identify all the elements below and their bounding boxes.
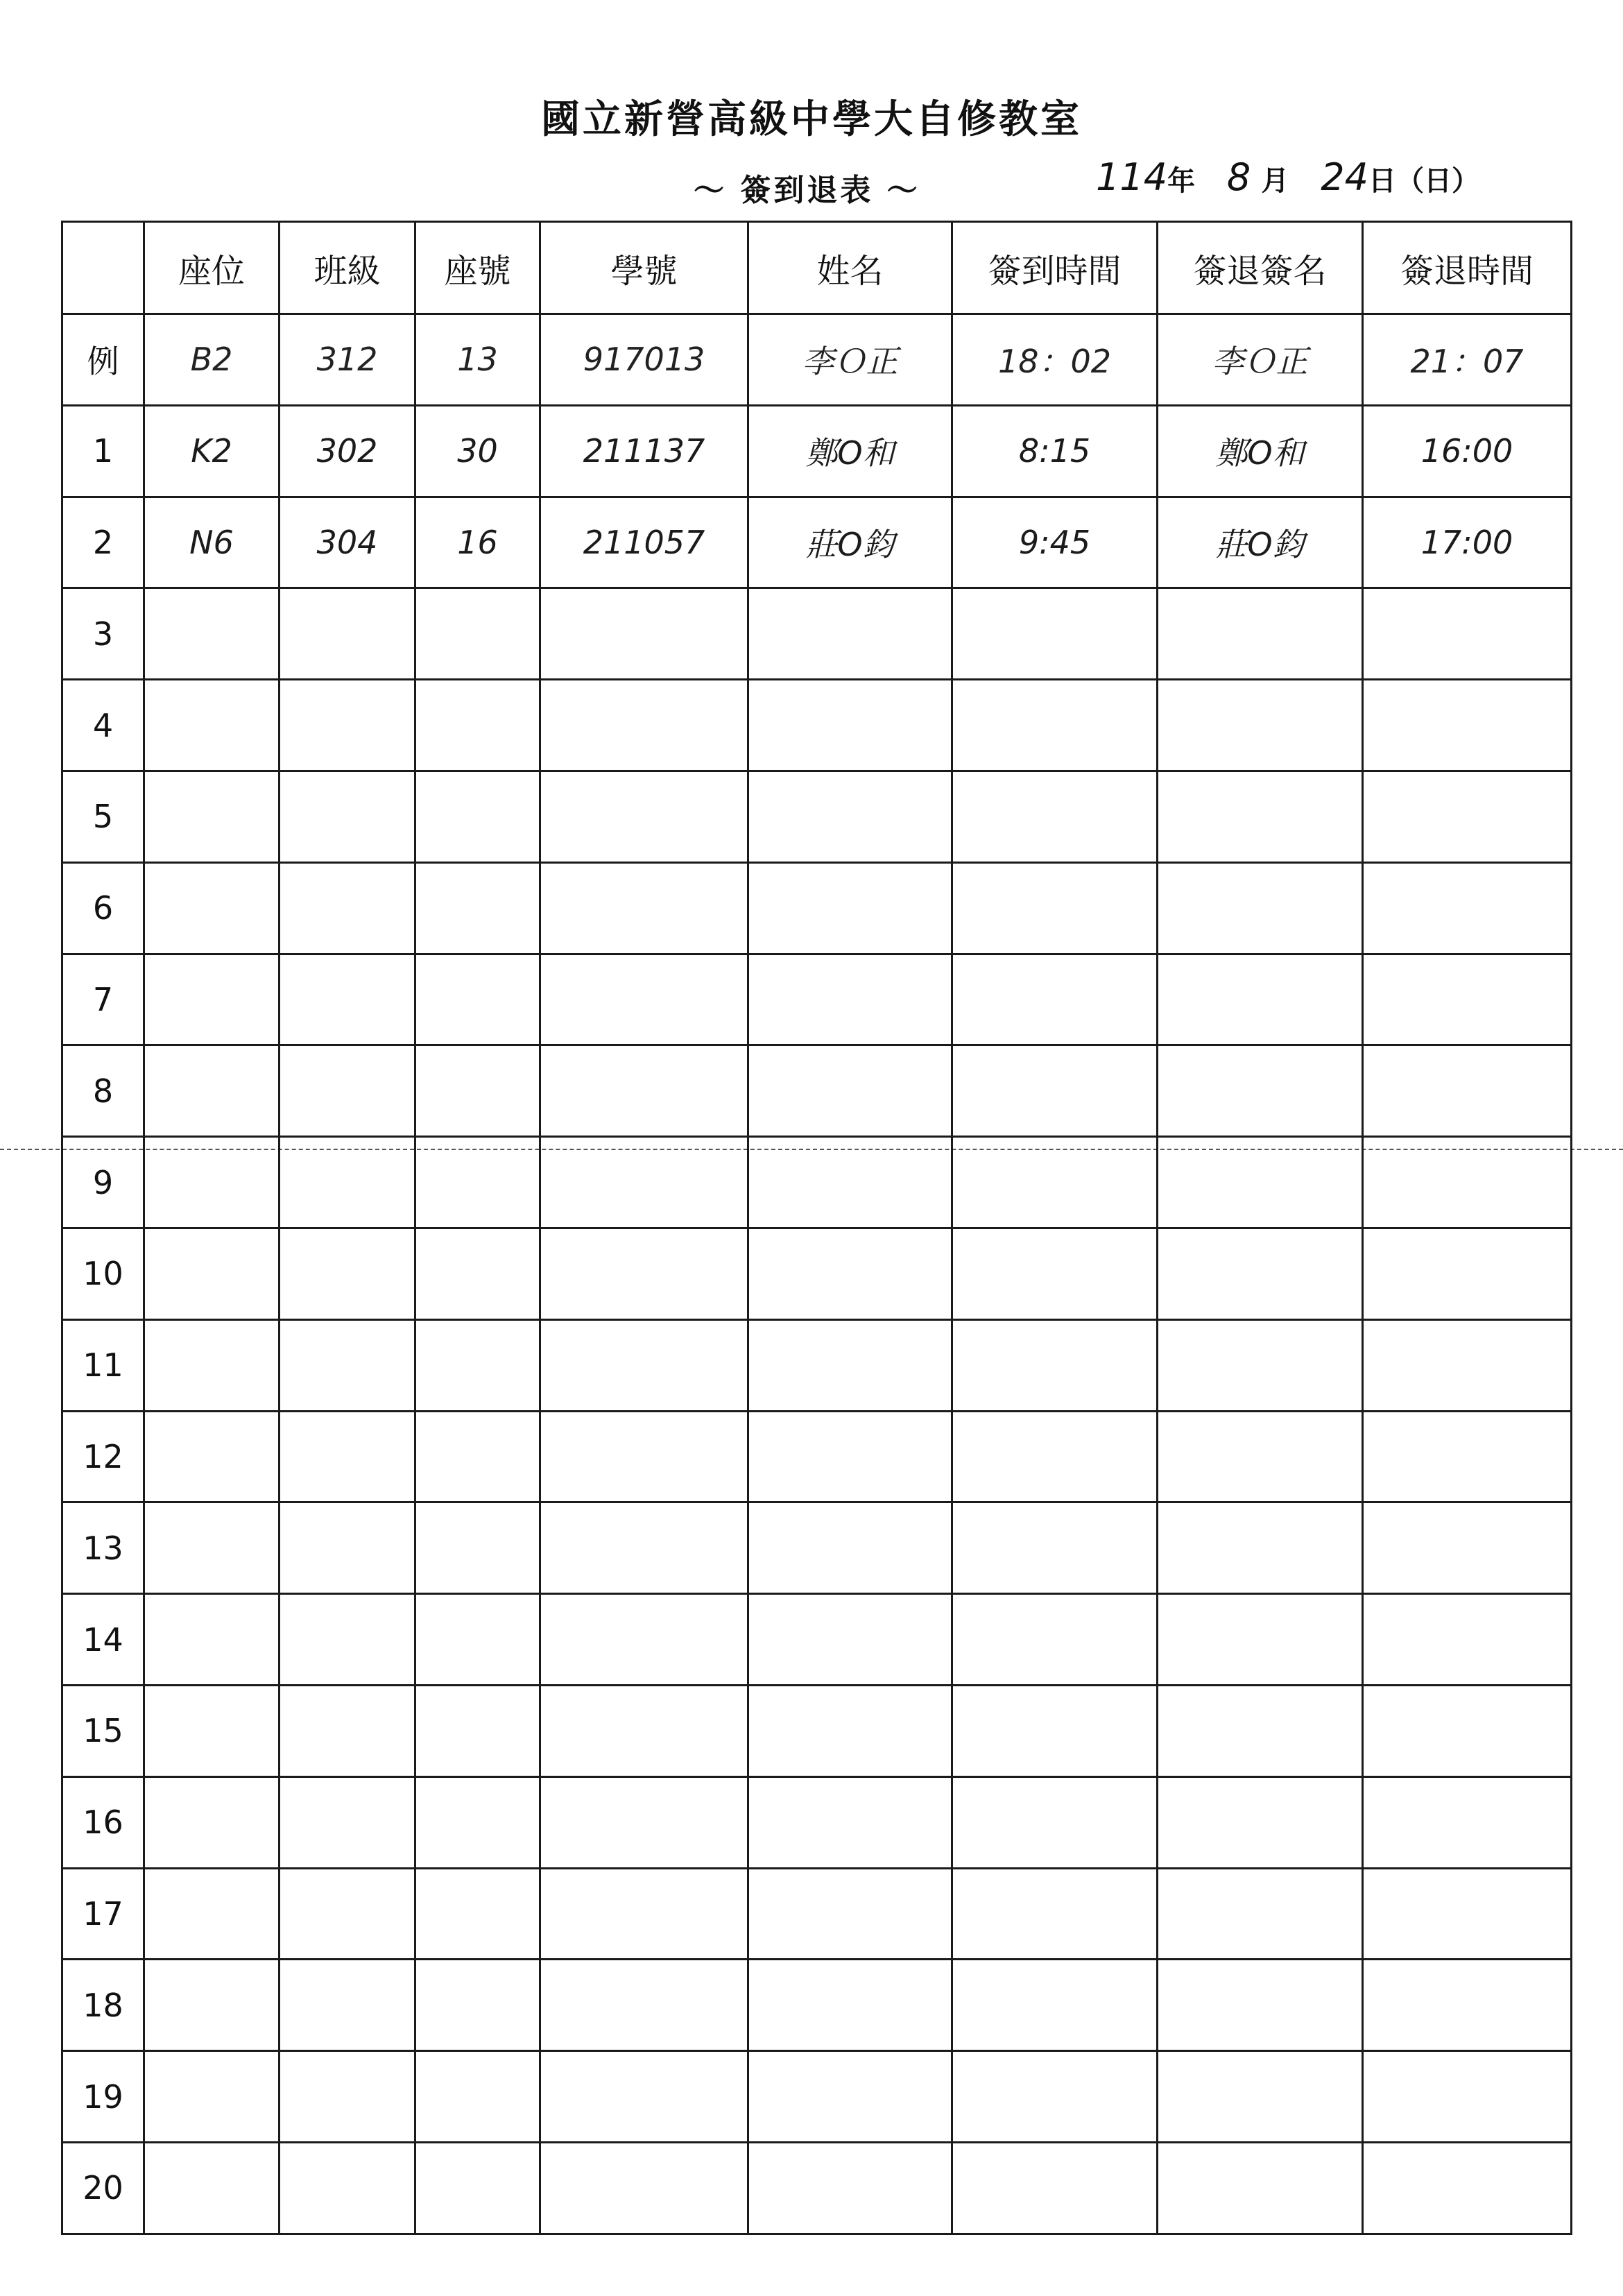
cell-seat-number[interactable]: 30	[415, 405, 540, 497]
cell-student-id[interactable]: 211057	[540, 497, 748, 588]
cell-check-out-time[interactable]	[1363, 1776, 1572, 1868]
cell-name[interactable]	[748, 1960, 952, 2051]
cell-check-out-time[interactable]	[1363, 1228, 1572, 1319]
cell-check-in-time[interactable]	[952, 954, 1158, 1045]
date-month: 8	[1226, 155, 1251, 199]
cell-class[interactable]	[280, 1685, 415, 1776]
table-row	[62, 680, 1572, 771]
date-year: 114	[1096, 155, 1168, 199]
cell-check-in-time[interactable]: 8:15	[952, 405, 1158, 497]
example-row	[62, 314, 1572, 406]
cell-check-in-time[interactable]	[952, 1228, 1158, 1319]
row-number: 9	[62, 1137, 144, 1228]
cell-name[interactable]	[748, 771, 952, 862]
cell-seat-number[interactable]	[415, 1685, 540, 1776]
cell-name[interactable]	[748, 1868, 952, 1960]
cell-class[interactable]	[280, 2051, 415, 2143]
date-day: 24	[1321, 155, 1368, 199]
table-row	[62, 1228, 1572, 1319]
column-header-student-id: 學號	[540, 222, 748, 314]
row-number: 3	[62, 588, 144, 680]
column-header-class: 班級	[280, 222, 415, 314]
cell-check-out-time[interactable]	[1363, 1685, 1572, 1776]
cell-check-out-time[interactable]: 21：07	[1363, 314, 1572, 406]
cell-seat[interactable]	[144, 1960, 280, 2051]
cell-class[interactable]: 304	[280, 497, 415, 588]
cell-checkout-signature[interactable]	[1158, 1685, 1363, 1776]
cell-name[interactable]	[748, 588, 952, 680]
cell-checkout-signature[interactable]	[1158, 1960, 1363, 2051]
table-row	[62, 1868, 1572, 1960]
cell-seat[interactable]	[144, 1776, 280, 1868]
cell-checkout-signature[interactable]	[1158, 2142, 1363, 2234]
cell-class[interactable]	[280, 1045, 415, 1137]
row-number: 4	[62, 680, 144, 771]
cell-seat-number[interactable]	[415, 1960, 540, 2051]
row-number: 6	[62, 862, 144, 954]
date-month-unit: 月	[1261, 164, 1289, 197]
cell-check-in-time[interactable]	[952, 1045, 1158, 1137]
cell-checkout-signature[interactable]	[1158, 1228, 1363, 1319]
table-row	[62, 497, 1572, 588]
cell-check-in-time[interactable]	[952, 771, 1158, 862]
cell-seat-number[interactable]	[415, 954, 540, 1045]
table-row	[62, 405, 1572, 497]
cell-seat-number[interactable]	[415, 1868, 540, 1960]
table-row	[62, 2142, 1572, 2234]
table-row	[62, 1685, 1572, 1776]
cell-class[interactable]	[280, 680, 415, 771]
cell-seat-number[interactable]	[415, 2142, 540, 2234]
cell-student-id[interactable]	[540, 1502, 748, 1594]
cell-checkout-signature[interactable]	[1158, 1594, 1363, 1686]
cell-checkout-signature[interactable]	[1158, 680, 1363, 771]
cell-class[interactable]	[280, 2142, 415, 2234]
cell-student-id[interactable]	[540, 771, 748, 862]
table-row	[62, 1045, 1572, 1137]
date-year-unit: 年	[1167, 164, 1196, 197]
cell-seat[interactable]	[144, 1868, 280, 1960]
cell-checkout-signature[interactable]	[1158, 862, 1363, 954]
cell-name[interactable]: 莊O鈞	[748, 497, 952, 588]
cell-checkout-signature[interactable]: 莊O鈞	[1158, 497, 1363, 588]
cell-class[interactable]: 302	[280, 405, 415, 497]
cell-checkout-signature[interactable]	[1158, 1137, 1363, 1228]
sign-in-table	[61, 221, 1572, 2235]
cell-check-out-time[interactable]	[1363, 1594, 1572, 1686]
cell-class[interactable]	[280, 1776, 415, 1868]
cell-student-id[interactable]	[540, 680, 748, 771]
form-subtitle: ～ 簽到退表 ～	[694, 173, 920, 208]
cell-seat[interactable]	[144, 1045, 280, 1137]
cell-name[interactable]	[748, 2142, 952, 2234]
cell-class[interactable]	[280, 1868, 415, 1960]
cell-check-in-time[interactable]	[952, 588, 1158, 680]
cell-check-out-time[interactable]: 16:00	[1363, 405, 1572, 497]
row-number: 12	[62, 1411, 144, 1502]
cell-check-out-time[interactable]	[1363, 2142, 1572, 2234]
cell-seat-number[interactable]	[415, 680, 540, 771]
cell-seat[interactable]	[144, 771, 280, 862]
cell-student-id[interactable]	[540, 2051, 748, 2143]
cell-check-out-time[interactable]	[1363, 1045, 1572, 1137]
cell-name[interactable]	[748, 1594, 952, 1686]
cell-check-in-time[interactable]	[952, 680, 1158, 771]
cell-checkout-signature[interactable]	[1158, 1045, 1363, 1137]
cell-name[interactable]	[748, 1776, 952, 1868]
form-title: 國立新營高級中學大自修教室	[541, 96, 1082, 142]
row-number: 15	[62, 1685, 144, 1776]
cell-check-in-time[interactable]: 9:45	[952, 497, 1158, 588]
cell-seat[interactable]	[144, 1594, 280, 1686]
table-row	[62, 1594, 1572, 1686]
cell-seat-number[interactable]	[415, 1776, 540, 1868]
cell-class[interactable]	[280, 1960, 415, 2051]
row-number: 1	[62, 405, 144, 497]
cell-seat[interactable]	[144, 862, 280, 954]
cell-checkout-signature[interactable]	[1158, 588, 1363, 680]
cell-name[interactable]: 鄭O和	[748, 405, 952, 497]
column-header-name: 姓名	[748, 222, 952, 314]
cell-class[interactable]	[280, 862, 415, 954]
cell-name[interactable]: 李Ｏ正	[748, 314, 952, 406]
cell-check-out-time[interactable]	[1363, 1960, 1572, 2051]
cell-check-out-time[interactable]	[1363, 680, 1572, 771]
table-row	[62, 862, 1572, 954]
cell-checkout-signature[interactable]	[1158, 1319, 1363, 1411]
cell-class[interactable]	[280, 588, 415, 680]
cell-seat[interactable]	[144, 2142, 280, 2234]
cell-check-out-time[interactable]	[1363, 1502, 1572, 1594]
cell-class[interactable]	[280, 1502, 415, 1594]
cell-name[interactable]	[748, 680, 952, 771]
cell-student-id[interactable]	[540, 1685, 748, 1776]
table-row	[62, 588, 1572, 680]
cell-student-id[interactable]: 917013	[540, 314, 748, 406]
column-header-seat-number: 座號	[415, 222, 540, 314]
cell-name[interactable]	[748, 1228, 952, 1319]
cell-check-in-time[interactable]	[952, 1868, 1158, 1960]
column-header-check-out-time: 簽退時間	[1363, 222, 1572, 314]
cell-check-out-time[interactable]	[1363, 1137, 1572, 1228]
cell-class[interactable]	[280, 1594, 415, 1686]
cell-checkout-signature[interactable]	[1158, 771, 1363, 862]
cell-check-in-time[interactable]	[952, 1685, 1158, 1776]
cell-check-in-time[interactable]	[952, 1776, 1158, 1868]
cell-student-id[interactable]	[540, 1594, 748, 1686]
cell-check-in-time[interactable]	[952, 1137, 1158, 1228]
cell-check-out-time[interactable]	[1363, 862, 1572, 954]
row-number: 11	[62, 1319, 144, 1411]
cell-seat[interactable]	[144, 1502, 280, 1594]
cell-checkout-signature[interactable]	[1158, 1411, 1363, 1502]
cell-student-id[interactable]	[540, 954, 748, 1045]
cell-seat[interactable]	[144, 588, 280, 680]
cell-seat-number[interactable]	[415, 1411, 540, 1502]
table-header-row	[62, 222, 1572, 314]
row-number: 例	[62, 314, 144, 406]
cell-seat[interactable]	[144, 1685, 280, 1776]
cell-student-id[interactable]	[540, 1776, 748, 1868]
cell-check-in-time[interactable]	[952, 1594, 1158, 1686]
cell-seat-number[interactable]	[415, 1137, 540, 1228]
cell-name[interactable]	[748, 1045, 952, 1137]
cell-seat-number[interactable]: 16	[415, 497, 540, 588]
cell-check-out-time[interactable]	[1363, 1319, 1572, 1411]
cell-check-in-time[interactable]	[952, 1960, 1158, 2051]
cell-check-in-time[interactable]	[952, 1319, 1158, 1411]
cell-name[interactable]	[748, 1411, 952, 1502]
cell-seat-number[interactable]	[415, 1319, 540, 1411]
table-row	[62, 1776, 1572, 1868]
table-row	[62, 1411, 1572, 1502]
cell-seat-number[interactable]	[415, 588, 540, 680]
cell-seat[interactable]	[144, 2051, 280, 2143]
cell-check-in-time[interactable]	[952, 862, 1158, 954]
cell-check-out-time[interactable]	[1363, 2051, 1572, 2143]
cell-checkout-signature[interactable]: 鄭O和	[1158, 405, 1363, 497]
row-number: 19	[62, 2051, 144, 2143]
cell-seat[interactable]	[144, 1319, 280, 1411]
cell-name[interactable]	[748, 2051, 952, 2143]
row-number: 7	[62, 954, 144, 1045]
cell-class[interactable]	[280, 1411, 415, 1502]
cell-seat-number[interactable]	[415, 1502, 540, 1594]
cell-checkout-signature[interactable]	[1158, 954, 1363, 1045]
cell-check-out-time[interactable]	[1363, 954, 1572, 1045]
table-row	[62, 1502, 1572, 1594]
cell-checkout-signature[interactable]: 李Ｏ正	[1158, 314, 1363, 406]
table-row	[62, 954, 1572, 1045]
column-header-row-label	[62, 222, 144, 314]
cell-check-out-time[interactable]	[1363, 588, 1572, 680]
cell-student-id[interactable]	[540, 862, 748, 954]
cell-check-out-time[interactable]	[1363, 1411, 1572, 1502]
row-number: 13	[62, 1502, 144, 1594]
cell-class[interactable]	[280, 954, 415, 1045]
column-header-seat: 座位	[144, 222, 280, 314]
cell-seat-number[interactable]	[415, 771, 540, 862]
cell-student-id[interactable]	[540, 1228, 748, 1319]
cell-name[interactable]	[748, 1137, 952, 1228]
date-day-unit: 日	[1368, 164, 1396, 197]
cell-checkout-signature[interactable]	[1158, 1868, 1363, 1960]
cell-name[interactable]	[748, 1502, 952, 1594]
cell-student-id[interactable]	[540, 1868, 748, 1960]
table-row	[62, 1319, 1572, 1411]
table-row	[62, 771, 1572, 862]
cell-seat[interactable]	[144, 680, 280, 771]
cell-seat-number[interactable]: 13	[415, 314, 540, 406]
cell-check-out-time[interactable]: 17:00	[1363, 497, 1572, 588]
cell-checkout-signature[interactable]	[1158, 1776, 1363, 1868]
date-weekday: （日）	[1396, 164, 1479, 197]
column-header-checkout-signature: 簽退簽名	[1158, 222, 1363, 314]
cell-seat[interactable]: N6	[144, 497, 280, 588]
form-date	[1096, 155, 1568, 199]
table-row	[62, 1960, 1572, 2051]
cell-class[interactable]	[280, 1319, 415, 1411]
cell-checkout-signature[interactable]	[1158, 2051, 1363, 2143]
cell-class[interactable]	[280, 1228, 415, 1319]
cell-name[interactable]	[748, 954, 952, 1045]
cell-check-in-time[interactable]	[952, 1502, 1158, 1594]
cell-seat[interactable]: K2	[144, 405, 280, 497]
cell-seat[interactable]	[144, 954, 280, 1045]
cell-name[interactable]	[748, 1319, 952, 1411]
row-number: 14	[62, 1594, 144, 1686]
cell-class[interactable]	[280, 771, 415, 862]
row-number: 10	[62, 1228, 144, 1319]
cell-seat-number[interactable]	[415, 2051, 540, 2143]
cell-name[interactable]	[748, 862, 952, 954]
cell-check-in-time[interactable]	[952, 2142, 1158, 2234]
cell-check-in-time[interactable]: 18：02	[952, 314, 1158, 406]
cell-student-id[interactable]	[540, 1319, 748, 1411]
cell-check-in-time[interactable]	[952, 1411, 1158, 1502]
row-number: 5	[62, 771, 144, 862]
cell-class[interactable]	[280, 1137, 415, 1228]
cell-student-id[interactable]	[540, 1137, 748, 1228]
cell-seat-number[interactable]	[415, 1228, 540, 1319]
column-header-check-in-time: 簽到時間	[952, 222, 1158, 314]
cell-seat[interactable]	[144, 1411, 280, 1502]
cell-seat-number[interactable]	[415, 1594, 540, 1686]
cell-check-out-time[interactable]	[1363, 1868, 1572, 1960]
cell-student-id[interactable]	[540, 1411, 748, 1502]
row-number: 2	[62, 497, 144, 588]
cell-student-id[interactable]	[540, 1960, 748, 2051]
cell-check-in-time[interactable]	[952, 2051, 1158, 2143]
row-number: 17	[62, 1868, 144, 1960]
cell-class[interactable]: 312	[280, 314, 415, 406]
cell-check-out-time[interactable]	[1363, 771, 1572, 862]
cell-seat[interactable]: B2	[144, 314, 280, 406]
cell-seat[interactable]	[144, 1228, 280, 1319]
cell-seat-number[interactable]	[415, 862, 540, 954]
row-number: 20	[62, 2142, 144, 2234]
cell-name[interactable]	[748, 1685, 952, 1776]
row-number: 16	[62, 1776, 144, 1868]
cell-student-id[interactable]: 211137	[540, 405, 748, 497]
cell-student-id[interactable]	[540, 1045, 748, 1137]
table-row	[62, 1137, 1572, 1228]
row-number: 18	[62, 1960, 144, 2051]
cell-checkout-signature[interactable]	[1158, 1502, 1363, 1594]
cell-student-id[interactable]	[540, 588, 748, 680]
cell-student-id[interactable]	[540, 2142, 748, 2234]
table-row	[62, 2051, 1572, 2143]
cell-seat-number[interactable]	[415, 1045, 540, 1137]
cell-seat[interactable]	[144, 1137, 280, 1228]
row-number: 8	[62, 1045, 144, 1137]
